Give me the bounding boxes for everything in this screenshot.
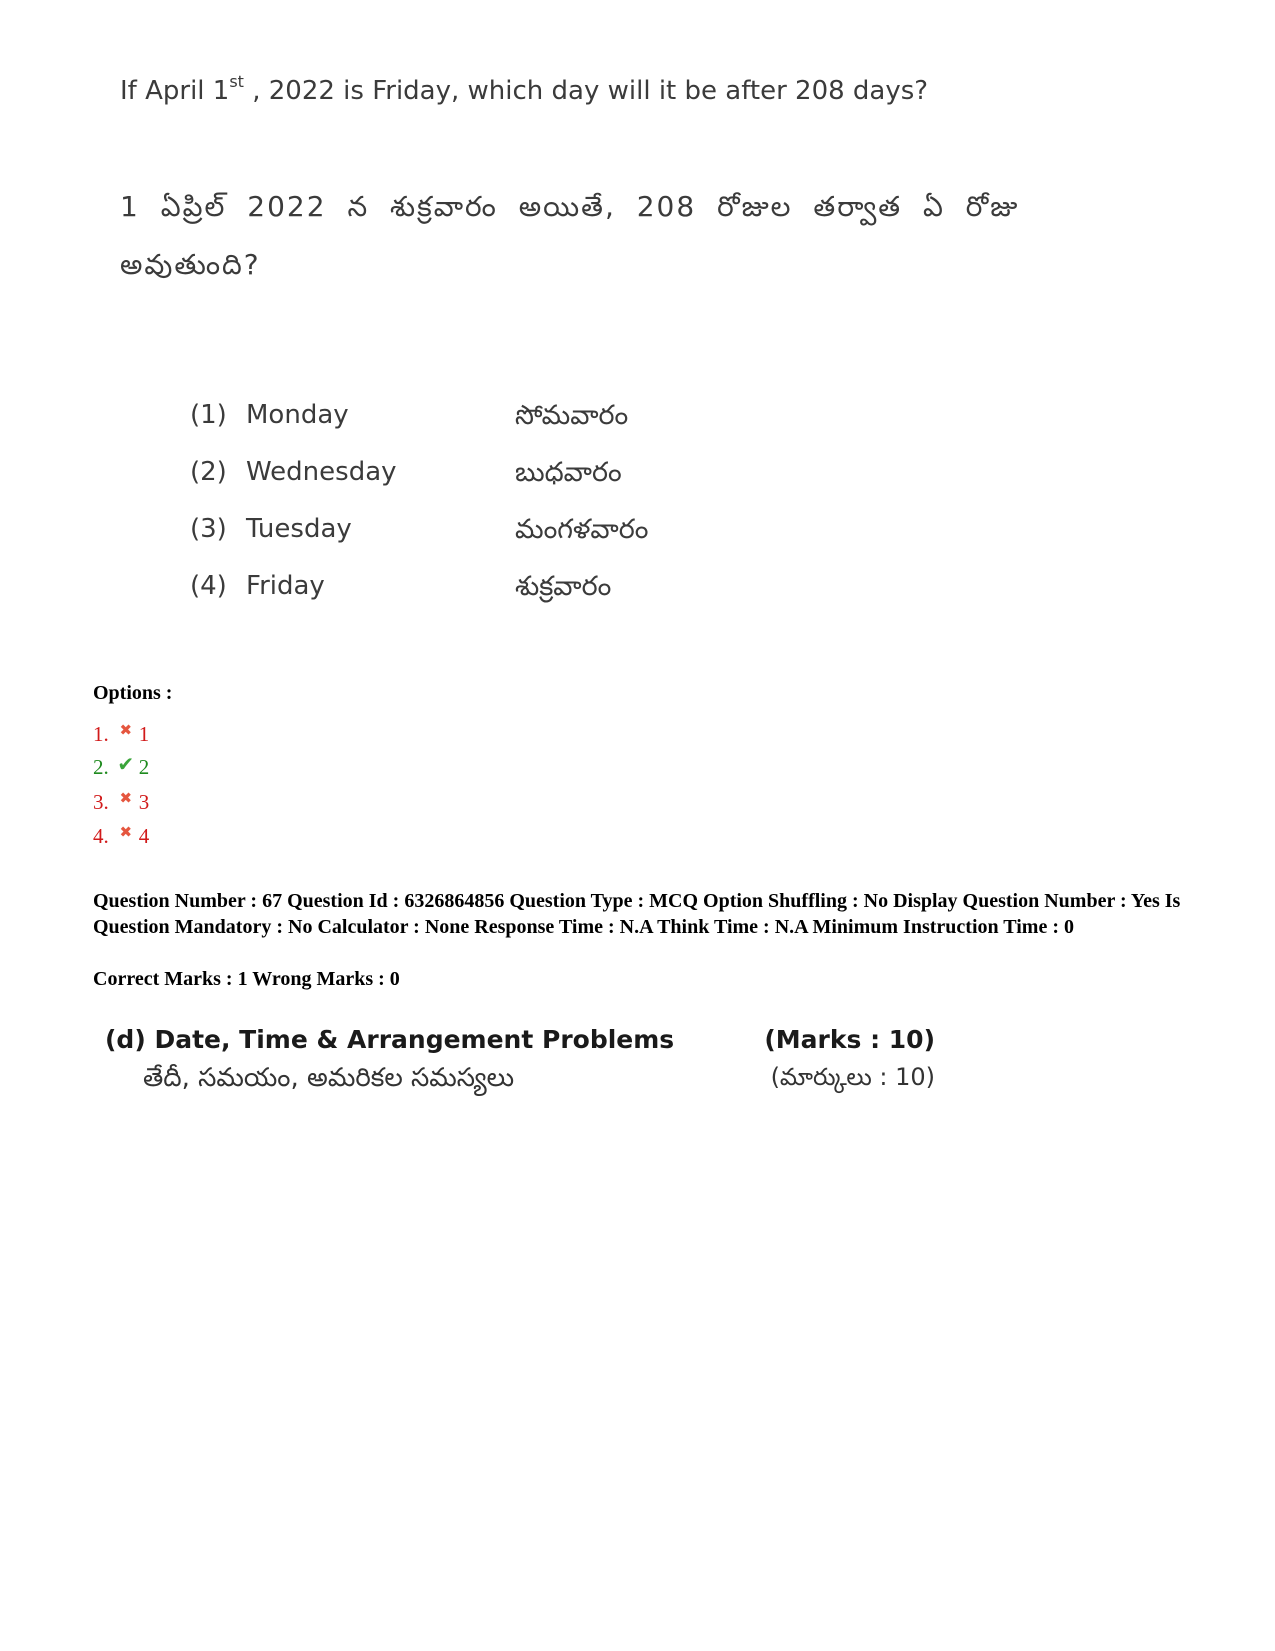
section-title: (d) Date, Time & Arrangement Problems	[105, 1025, 675, 1054]
section-marks-telugu: (మార్కులు : 10)	[770, 1063, 935, 1091]
choice-english: Friday	[246, 571, 325, 601]
choice-telugu: మంగళవారం	[515, 514, 649, 545]
answer-option-value: 2	[138, 755, 150, 779]
answer-options-list	[93, 713, 149, 849]
answer-option-index: 2.	[93, 755, 109, 779]
section-title-telugu: తేదీ, సమయం, అమరికల సమస్యలు	[143, 1063, 515, 1093]
choice-number: (1)	[190, 400, 227, 430]
check-icon: ✔	[117, 752, 135, 776]
answer-option-index: 3.	[93, 790, 109, 814]
question-details: Question Number : 67 Question Id : 6326864856 Question Type : MCQ Option Shuffling : No Display Question Number : Yes Is Question Mandatory : No Calculator : None Response Time : N.A Think Time : N.A Minimum Instruction Time : 0	[93, 890, 1181, 938]
section-marks: (Marks : 10)	[764, 1025, 935, 1054]
cross-icon: ✖	[119, 721, 133, 739]
question-text-telugu: 1 ఏప్రిల్ 2022 న శుక్రవారం అయితే, 208 రోజుల తర్వాత ఏ రోజు అవుతుంది?	[120, 190, 1020, 281]
question-text-part: , 2022 is Friday, which day will it be after 208 days?	[243, 76, 929, 106]
question-text-part: If April 1	[120, 76, 230, 106]
ordinal-suffix: st	[229, 72, 244, 91]
answer-option-value: 1	[138, 722, 150, 746]
choice-english: Monday	[246, 400, 349, 430]
choice-number: (3)	[190, 514, 227, 544]
choice-telugu: సోమవారం	[515, 400, 629, 431]
answer-option-value: 3	[138, 790, 150, 814]
answer-option-value: 4	[138, 824, 150, 848]
options-heading: Options :	[93, 682, 173, 704]
choice-telugu: బుధవారం	[515, 457, 622, 488]
choice-telugu: శుక్రవారం	[515, 571, 612, 602]
answer-option	[93, 781, 149, 815]
question-text-english	[120, 72, 928, 106]
cross-icon: ✖	[119, 789, 133, 807]
answer-option	[93, 713, 149, 747]
cross-icon: ✖	[119, 823, 133, 841]
choice-english: Tuesday	[246, 514, 352, 544]
choice-number: (4)	[190, 571, 227, 601]
choice-number: (2)	[190, 457, 227, 487]
marks-line: Correct Marks : 1 Wrong Marks : 0	[93, 968, 400, 990]
answer-option	[93, 815, 149, 849]
answer-option	[93, 747, 149, 781]
answer-option-index: 4.	[93, 824, 109, 848]
answer-option-index: 1.	[93, 722, 109, 746]
choice-english: Wednesday	[246, 457, 397, 487]
